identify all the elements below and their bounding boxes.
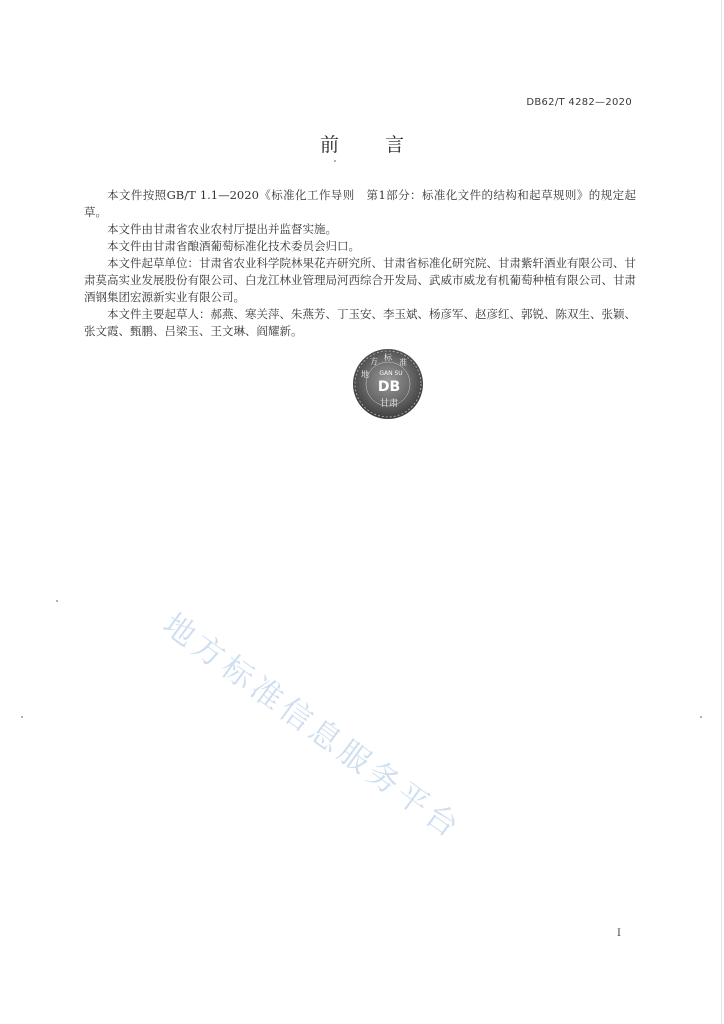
hologram-seal-icon bbox=[352, 348, 424, 420]
foreword-body bbox=[84, 187, 636, 340]
seal-arc-text: GAN SU bbox=[379, 370, 403, 377]
page-mark bbox=[334, 160, 336, 162]
watermark-text: 地方标准信息服务平台 bbox=[156, 606, 469, 848]
seal-char-left: 地 bbox=[361, 370, 369, 379]
paragraph-drafting-units: 本文件起草单位：甘肃省农业科学院林果花卉研究所、甘肃省标准化研究院、甘肃紫轩酒业有限公司、甘肃莫高实业发展股份有限公司、白龙江林业管理局河西综合开发局、武威市威龙有机葡萄种植有限公司、甘肃酒钢集团宏源新实业有限公司。 bbox=[84, 256, 636, 304]
page-mark bbox=[56, 600, 58, 602]
page-number: I bbox=[617, 928, 621, 939]
paragraph-drafting-basis: 本文件按照GB/T 1.1—2020《标准化工作导则 第1部分：标准化文件的结构和起草规则》的规定起草。 bbox=[84, 188, 636, 219]
seal-bottom-text: 甘肃 bbox=[379, 399, 399, 409]
title-char-2: 言 bbox=[385, 134, 405, 156]
seal-center-text: DB bbox=[377, 379, 401, 395]
title-char-1: 前 bbox=[319, 134, 339, 156]
page-mark bbox=[700, 716, 702, 718]
paragraph-proposer: 本文件由甘肃省农业农村厅提出并监督实施。 bbox=[107, 222, 337, 236]
seal-char-top-mid: 标 bbox=[384, 353, 392, 362]
paragraph-centralized-unit: 本文件由甘肃省酿酒葡萄标准化技术委员会归口。 bbox=[107, 239, 360, 253]
paragraph-main-drafters: 本文件主要起草人：郝燕、寒关萍、朱燕芳、丁玉安、李玉斌、杨彦军、赵彦红、郭锐、陈双生、张颖、张文霞、甄鹏、吕梁玉、王文琳、阎耀新。 bbox=[84, 307, 636, 338]
page-title bbox=[0, 130, 724, 157]
document-code: DB62/T 4282—2020 bbox=[526, 97, 632, 108]
seal-char-top-left: 方 bbox=[370, 357, 378, 366]
page-mark bbox=[21, 716, 23, 718]
seal-char-top-right: 准 bbox=[399, 358, 407, 367]
